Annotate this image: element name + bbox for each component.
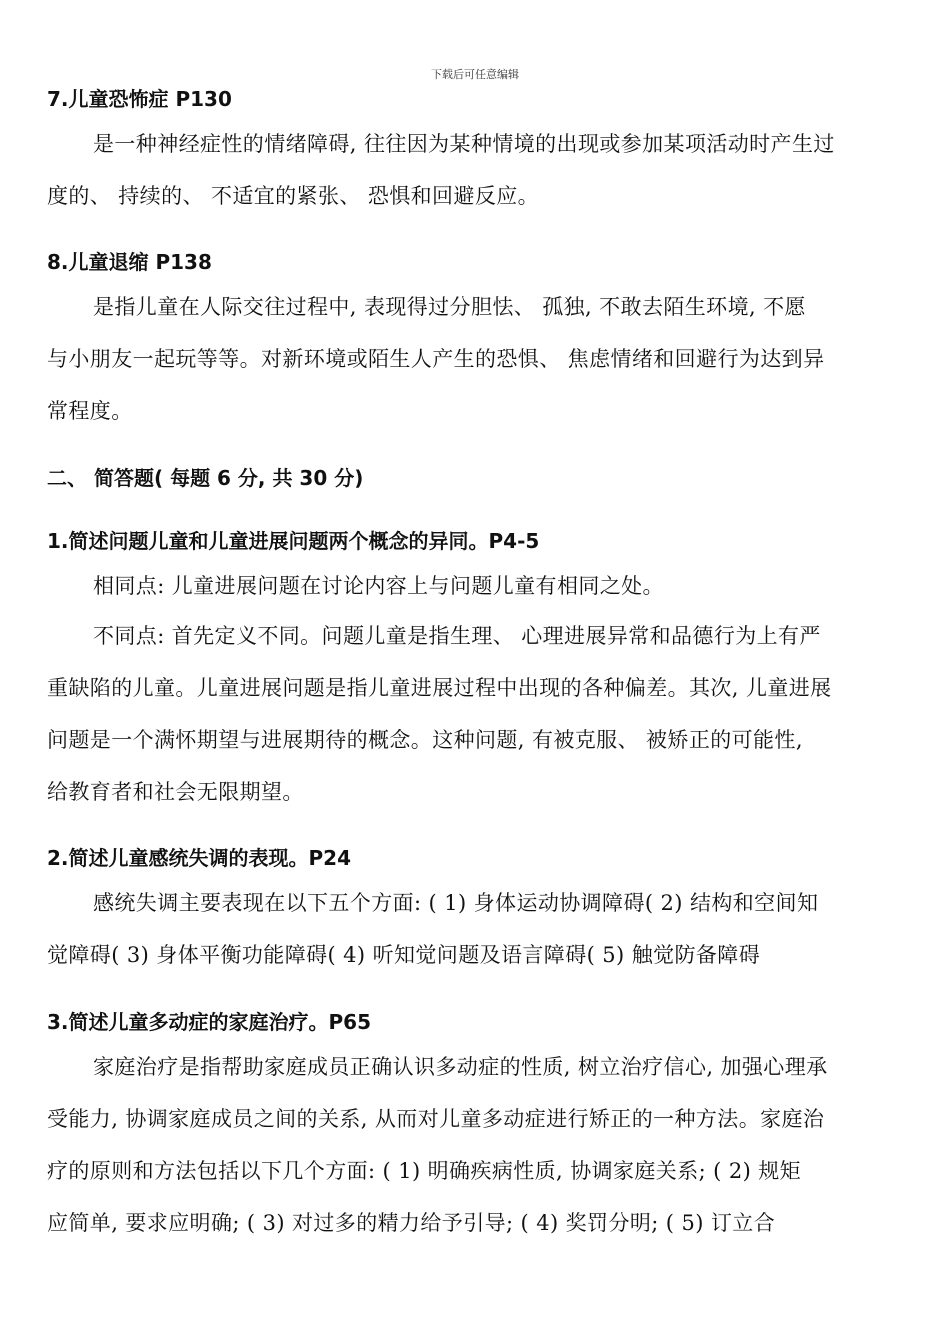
question-2-body xyxy=(47,877,905,981)
text-line: 不同点: 首先定义不同。问题儿童是指生理、 心理进展异常和品德行为上有严 xyxy=(93,624,821,648)
question-1-same xyxy=(47,560,905,612)
text-line: 相同点: 儿童进展问题在讨论内容上与问题儿童有相同之处。 xyxy=(93,574,664,598)
text-line: 度的、 持续的、 不适宜的紧张、 恐惧和回避反应。 xyxy=(47,184,540,208)
question-1-diff xyxy=(47,610,905,818)
question-3-title: 3.简述儿童多动症的家庭治疗。P65 xyxy=(47,1010,372,1034)
text-line: 觉障碍( 3) 身体平衡功能障碍( 4) 听知觉问题及语言障碍( 5) 触觉防备障碍 xyxy=(47,943,761,967)
text-line: 给教育者和社会无限期望。 xyxy=(47,780,304,804)
part-2-title: 二、 简答题( 每题 6 分, 共 30 分) xyxy=(47,466,364,490)
text-line: 常程度。 xyxy=(47,399,133,423)
section-8-title: 8.儿童退缩 P138 xyxy=(47,250,212,274)
text-line: 家庭治疗是指帮助家庭成员正确认识多动症的性质, 树立治疗信心, 加强心理承 xyxy=(93,1055,828,1079)
text-line: 应简单, 要求应明确; ( 3) 对过多的精力给予引导; ( 4) 奖罚分明; ( 5) 订立合 xyxy=(47,1211,776,1235)
text-line: 感统失调主要表现在以下五个方面: ( 1) 身体运动协调障碍( 2) 结构和空间知 xyxy=(93,891,819,915)
section-7-body xyxy=(47,118,905,222)
text-line: 疗的原则和方法包括以下几个方面: ( 1) 明确疾病性质, 协调家庭关系; ( 2) 规矩 xyxy=(47,1159,802,1183)
text-line: 重缺陷的儿童。儿童进展问题是指儿童进展过程中出现的各种偏差。其次, 儿童进展 xyxy=(47,676,832,700)
question-2-title: 2.简述儿童感统失调的表现。P24 xyxy=(47,846,352,870)
header-note: 下载后可任意编辑 xyxy=(431,68,519,81)
question-1-title: 1.简述问题儿童和儿童进展问题两个概念的异同。P4-5 xyxy=(47,529,540,553)
text-line: 是一种神经症性的情绪障碍, 往往因为某种情境的出现或参加某项活动时产生过 xyxy=(93,132,835,156)
text-line: 与小朋友一起玩等等。对新环境或陌生人产生的恐惧、 焦虑情绪和回避行为达到异 xyxy=(47,347,825,371)
text-line: 受能力, 协调家庭成员之间的关系, 从而对儿童多动症进行矫正的一种方法。家庭治 xyxy=(47,1107,825,1131)
text-line: 是指儿童在人际交往过程中, 表现得过分胆怯、 孤独, 不敢去陌生环境, 不愿 xyxy=(93,295,806,319)
section-7-title: 7.儿童恐怖症 P130 xyxy=(47,87,232,111)
text-line: 问题是一个满怀期望与进展期待的概念。这种问题, 有被克服、 被矫正的可能性, xyxy=(47,728,803,752)
section-8-body xyxy=(47,281,905,437)
question-3-body xyxy=(47,1041,905,1249)
